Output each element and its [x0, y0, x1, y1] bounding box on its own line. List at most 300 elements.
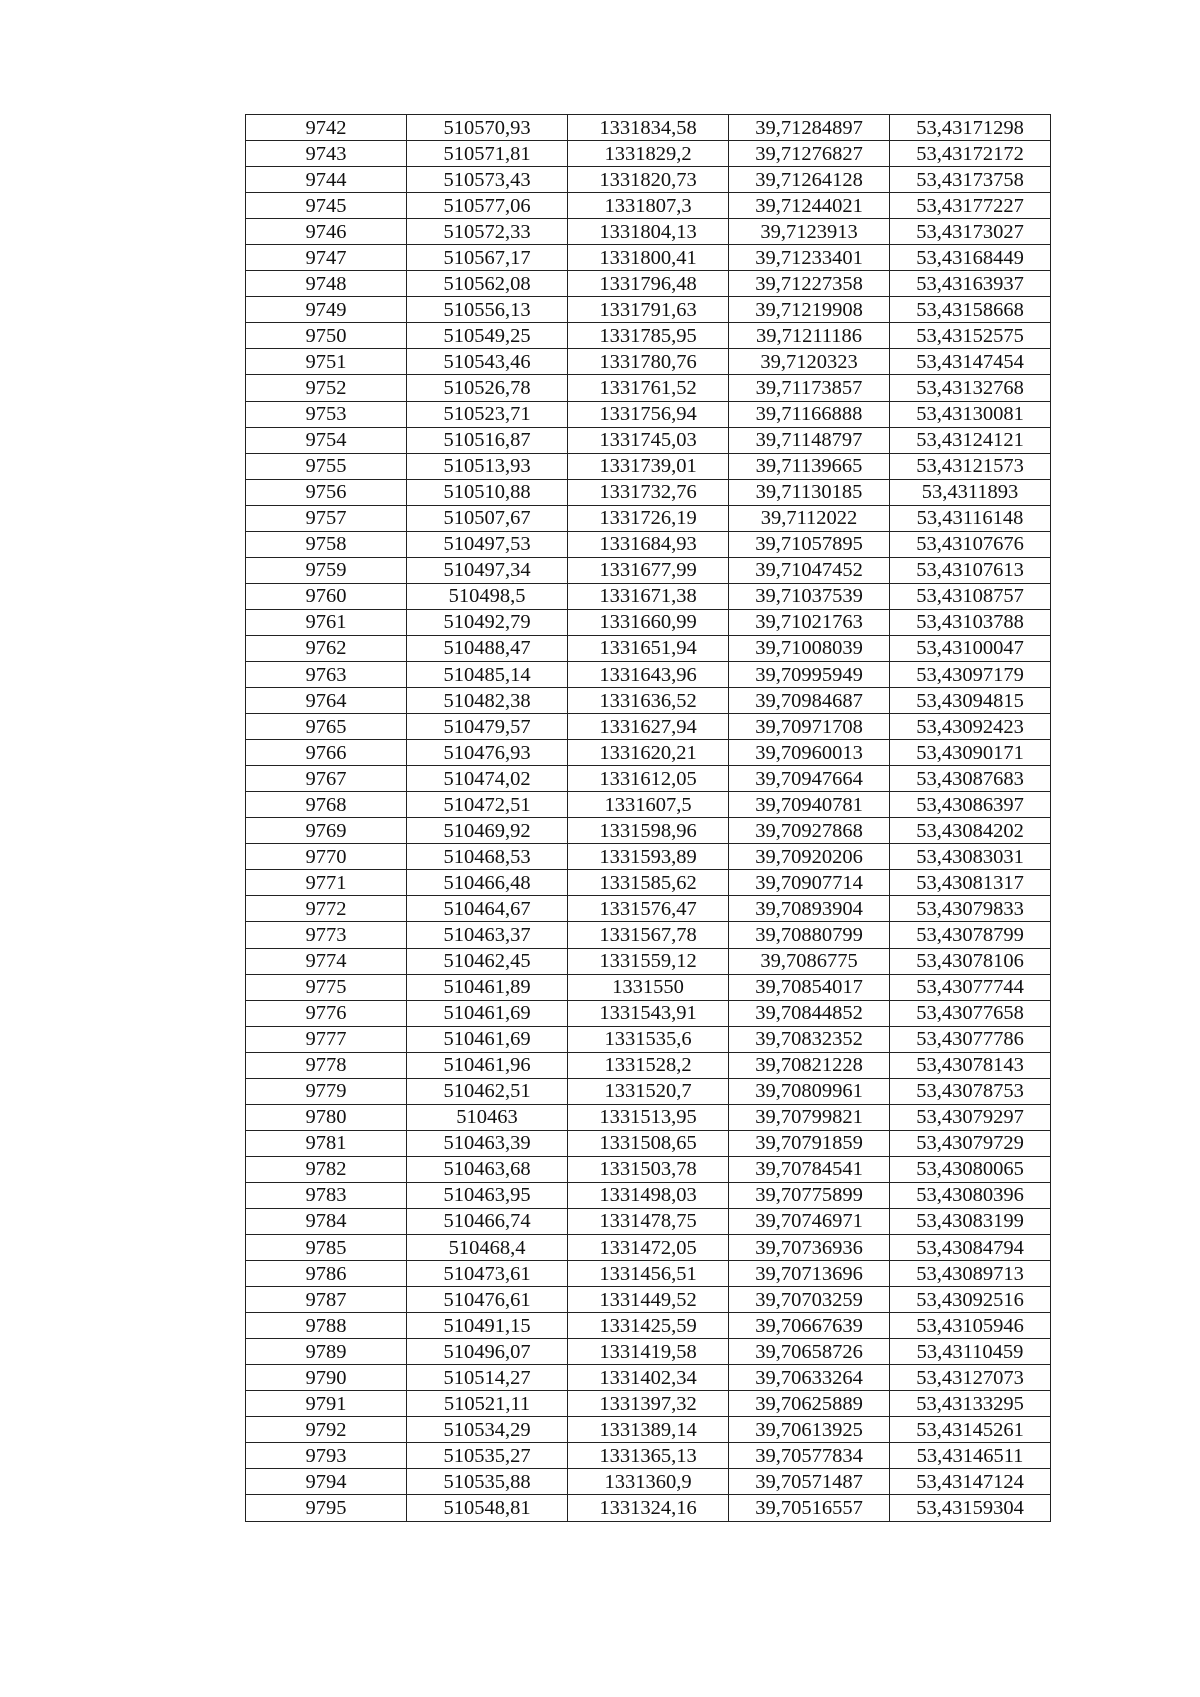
longitude-cell: 39,70658726: [729, 1339, 890, 1365]
point-number-cell: 9787: [246, 1287, 407, 1313]
latitude-cell: 53,43087683: [890, 766, 1051, 792]
longitude-cell: 39,7120323: [729, 349, 890, 375]
point-number-cell: 9747: [246, 245, 407, 271]
longitude-cell: 39,71021763: [729, 609, 890, 635]
latitude-cell: 53,43108757: [890, 583, 1051, 609]
point-number-cell: 9794: [246, 1469, 407, 1495]
x-coordinate-cell: 510469,92: [407, 818, 568, 844]
x-coordinate-cell: 510485,14: [407, 661, 568, 687]
table-row: [246, 1313, 1051, 1339]
point-number-cell: 9783: [246, 1182, 407, 1208]
table-row: [246, 557, 1051, 583]
table-row: [246, 635, 1051, 661]
y-coordinate-cell: 1331800,41: [568, 245, 729, 271]
longitude-cell: 39,7112022: [729, 505, 890, 531]
x-coordinate-cell: 510497,34: [407, 557, 568, 583]
x-coordinate-cell: 510468,4: [407, 1235, 568, 1261]
y-coordinate-cell: 1331677,99: [568, 557, 729, 583]
point-number-cell: 9746: [246, 219, 407, 245]
table-row: [246, 896, 1051, 922]
latitude-cell: 53,43078753: [890, 1078, 1051, 1104]
x-coordinate-cell: 510461,69: [407, 1000, 568, 1026]
latitude-cell: 53,43077658: [890, 1000, 1051, 1026]
latitude-cell: 53,43159304: [890, 1495, 1051, 1521]
latitude-cell: 53,43092423: [890, 714, 1051, 740]
table-row: [246, 1026, 1051, 1052]
table-row: [246, 1339, 1051, 1365]
y-coordinate-cell: 1331472,05: [568, 1235, 729, 1261]
point-number-cell: 9770: [246, 844, 407, 870]
table-row: [246, 323, 1051, 349]
latitude-cell: 53,43078106: [890, 948, 1051, 974]
latitude-cell: 53,43077744: [890, 974, 1051, 1000]
point-number-cell: 9790: [246, 1365, 407, 1391]
y-coordinate-cell: 1331593,89: [568, 844, 729, 870]
latitude-cell: 53,43084794: [890, 1235, 1051, 1261]
table-row: [246, 870, 1051, 896]
y-coordinate-cell: 1331643,96: [568, 661, 729, 687]
longitude-cell: 39,7123913: [729, 219, 890, 245]
longitude-cell: 39,70971708: [729, 714, 890, 740]
x-coordinate-cell: 510476,93: [407, 740, 568, 766]
x-coordinate-cell: 510497,53: [407, 531, 568, 557]
table-row: [246, 609, 1051, 635]
latitude-cell: 53,43130081: [890, 401, 1051, 427]
latitude-cell: 53,43079833: [890, 896, 1051, 922]
table-row: [246, 1443, 1051, 1469]
longitude-cell: 39,71233401: [729, 245, 890, 271]
x-coordinate-cell: 510570,93: [407, 115, 568, 141]
longitude-cell: 39,70633264: [729, 1365, 890, 1391]
latitude-cell: 53,43081317: [890, 870, 1051, 896]
latitude-cell: 53,43103788: [890, 609, 1051, 635]
point-number-cell: 9778: [246, 1052, 407, 1078]
point-number-cell: 9744: [246, 167, 407, 193]
x-coordinate-cell: 510523,71: [407, 401, 568, 427]
x-coordinate-cell: 510513,93: [407, 453, 568, 479]
x-coordinate-cell: 510543,46: [407, 349, 568, 375]
x-coordinate-cell: 510472,51: [407, 792, 568, 818]
table-row: [246, 1495, 1051, 1521]
table-row: [246, 1156, 1051, 1182]
longitude-cell: 39,70844852: [729, 1000, 890, 1026]
latitude-cell: 53,43127073: [890, 1365, 1051, 1391]
longitude-cell: 39,70613925: [729, 1417, 890, 1443]
longitude-cell: 39,71227358: [729, 271, 890, 297]
table-row: [246, 974, 1051, 1000]
y-coordinate-cell: 1331745,03: [568, 427, 729, 453]
latitude-cell: 53,43172172: [890, 141, 1051, 167]
x-coordinate-cell: 510496,07: [407, 1339, 568, 1365]
table-row: [246, 349, 1051, 375]
point-number-cell: 9764: [246, 688, 407, 714]
point-number-cell: 9757: [246, 505, 407, 531]
point-number-cell: 9780: [246, 1104, 407, 1130]
table-row: [246, 1130, 1051, 1156]
latitude-cell: 53,43080396: [890, 1182, 1051, 1208]
point-number-cell: 9768: [246, 792, 407, 818]
latitude-cell: 53,43173027: [890, 219, 1051, 245]
longitude-cell: 39,71148797: [729, 427, 890, 453]
y-coordinate-cell: 1331820,73: [568, 167, 729, 193]
longitude-cell: 39,71211186: [729, 323, 890, 349]
x-coordinate-cell: 510464,67: [407, 896, 568, 922]
latitude-cell: 53,43100047: [890, 635, 1051, 661]
y-coordinate-cell: 1331612,05: [568, 766, 729, 792]
longitude-cell: 39,71276827: [729, 141, 890, 167]
latitude-cell: 53,43158668: [890, 297, 1051, 323]
latitude-cell: 53,43147454: [890, 349, 1051, 375]
latitude-cell: 53,43110459: [890, 1339, 1051, 1365]
longitude-cell: 39,70784541: [729, 1156, 890, 1182]
longitude-cell: 39,70703259: [729, 1287, 890, 1313]
latitude-cell: 53,43133295: [890, 1391, 1051, 1417]
point-number-cell: 9776: [246, 1000, 407, 1026]
latitude-cell: 53,43171298: [890, 115, 1051, 141]
x-coordinate-cell: 510510,88: [407, 479, 568, 505]
latitude-cell: 53,43078799: [890, 922, 1051, 948]
point-number-cell: 9763: [246, 661, 407, 687]
latitude-cell: 53,43145261: [890, 1417, 1051, 1443]
y-coordinate-cell: 1331503,78: [568, 1156, 729, 1182]
latitude-cell: 53,43094815: [890, 688, 1051, 714]
point-number-cell: 9743: [246, 141, 407, 167]
latitude-cell: 53,4311893: [890, 479, 1051, 505]
point-number-cell: 9750: [246, 323, 407, 349]
longitude-cell: 39,70893904: [729, 896, 890, 922]
y-coordinate-cell: 1331478,75: [568, 1208, 729, 1234]
x-coordinate-cell: 510507,67: [407, 505, 568, 531]
longitude-cell: 39,71284897: [729, 115, 890, 141]
longitude-cell: 39,71173857: [729, 375, 890, 401]
latitude-cell: 53,43124121: [890, 427, 1051, 453]
table-row: [246, 401, 1051, 427]
longitude-cell: 39,70516557: [729, 1495, 890, 1521]
table-row: [246, 297, 1051, 323]
latitude-cell: 53,43078143: [890, 1052, 1051, 1078]
longitude-cell: 39,70799821: [729, 1104, 890, 1130]
longitude-cell: 39,71057895: [729, 531, 890, 557]
table-row: [246, 740, 1051, 766]
x-coordinate-cell: 510491,15: [407, 1313, 568, 1339]
longitude-cell: 39,70920206: [729, 844, 890, 870]
latitude-cell: 53,43147124: [890, 1469, 1051, 1495]
point-number-cell: 9753: [246, 401, 407, 427]
x-coordinate-cell: 510562,08: [407, 271, 568, 297]
longitude-cell: 39,7086775: [729, 948, 890, 974]
x-coordinate-cell: 510463,39: [407, 1130, 568, 1156]
table-row: [246, 115, 1051, 141]
longitude-cell: 39,70854017: [729, 974, 890, 1000]
y-coordinate-cell: 1331671,38: [568, 583, 729, 609]
x-coordinate-cell: 510514,27: [407, 1365, 568, 1391]
x-coordinate-cell: 510468,53: [407, 844, 568, 870]
latitude-cell: 53,43079729: [890, 1130, 1051, 1156]
x-coordinate-cell: 510462,45: [407, 948, 568, 974]
longitude-cell: 39,70746971: [729, 1208, 890, 1234]
x-coordinate-cell: 510573,43: [407, 167, 568, 193]
point-number-cell: 9754: [246, 427, 407, 453]
x-coordinate-cell: 510548,81: [407, 1495, 568, 1521]
latitude-cell: 53,43083199: [890, 1208, 1051, 1234]
y-coordinate-cell: 1331726,19: [568, 505, 729, 531]
table-row: [246, 1365, 1051, 1391]
x-coordinate-cell: 510492,79: [407, 609, 568, 635]
longitude-cell: 39,70832352: [729, 1026, 890, 1052]
y-coordinate-cell: 1331419,58: [568, 1339, 729, 1365]
y-coordinate-cell: 1331513,95: [568, 1104, 729, 1130]
y-coordinate-cell: 1331498,03: [568, 1182, 729, 1208]
point-number-cell: 9784: [246, 1208, 407, 1234]
point-number-cell: 9789: [246, 1339, 407, 1365]
latitude-cell: 53,43132768: [890, 375, 1051, 401]
x-coordinate-cell: 510463,68: [407, 1156, 568, 1182]
point-number-cell: 9769: [246, 818, 407, 844]
y-coordinate-cell: 1331607,5: [568, 792, 729, 818]
point-number-cell: 9785: [246, 1235, 407, 1261]
y-coordinate-cell: 1331684,93: [568, 531, 729, 557]
y-coordinate-cell: 1331360,9: [568, 1469, 729, 1495]
longitude-cell: 39,71244021: [729, 193, 890, 219]
latitude-cell: 53,43163937: [890, 271, 1051, 297]
y-coordinate-cell: 1331807,3: [568, 193, 729, 219]
point-number-cell: 9760: [246, 583, 407, 609]
y-coordinate-cell: 1331791,63: [568, 297, 729, 323]
latitude-cell: 53,43079297: [890, 1104, 1051, 1130]
latitude-cell: 53,43168449: [890, 245, 1051, 271]
table-row: [246, 167, 1051, 193]
point-number-cell: 9766: [246, 740, 407, 766]
point-number-cell: 9779: [246, 1078, 407, 1104]
longitude-cell: 39,71008039: [729, 635, 890, 661]
point-number-cell: 9781: [246, 1130, 407, 1156]
longitude-cell: 39,70625889: [729, 1391, 890, 1417]
latitude-cell: 53,43173758: [890, 167, 1051, 193]
y-coordinate-cell: 1331535,6: [568, 1026, 729, 1052]
table-row: [246, 427, 1051, 453]
table-row: [246, 661, 1051, 687]
y-coordinate-cell: 1331620,21: [568, 740, 729, 766]
x-coordinate-cell: 510549,25: [407, 323, 568, 349]
x-coordinate-cell: 510535,27: [407, 1443, 568, 1469]
longitude-cell: 39,70940781: [729, 792, 890, 818]
point-number-cell: 9755: [246, 453, 407, 479]
y-coordinate-cell: 1331598,96: [568, 818, 729, 844]
longitude-cell: 39,70960013: [729, 740, 890, 766]
point-number-cell: 9748: [246, 271, 407, 297]
point-number-cell: 9765: [246, 714, 407, 740]
x-coordinate-cell: 510482,38: [407, 688, 568, 714]
point-number-cell: 9749: [246, 297, 407, 323]
point-number-cell: 9758: [246, 531, 407, 557]
y-coordinate-cell: 1331508,65: [568, 1130, 729, 1156]
latitude-cell: 53,43083031: [890, 844, 1051, 870]
table-row: [246, 193, 1051, 219]
x-coordinate-cell: 510577,06: [407, 193, 568, 219]
longitude-cell: 39,70577834: [729, 1443, 890, 1469]
x-coordinate-cell: 510463,95: [407, 1182, 568, 1208]
y-coordinate-cell: 1331528,2: [568, 1052, 729, 1078]
y-coordinate-cell: 1331627,94: [568, 714, 729, 740]
point-number-cell: 9762: [246, 635, 407, 661]
y-coordinate-cell: 1331780,76: [568, 349, 729, 375]
latitude-cell: 53,43092516: [890, 1287, 1051, 1313]
longitude-cell: 39,70775899: [729, 1182, 890, 1208]
latitude-cell: 53,43121573: [890, 453, 1051, 479]
x-coordinate-cell: 510488,47: [407, 635, 568, 661]
table-row: [246, 766, 1051, 792]
coordinates-table: [245, 114, 1051, 1522]
table-row: [246, 1052, 1051, 1078]
point-number-cell: 9751: [246, 349, 407, 375]
longitude-cell: 39,70927868: [729, 818, 890, 844]
table-row: [246, 583, 1051, 609]
y-coordinate-cell: 1331520,7: [568, 1078, 729, 1104]
y-coordinate-cell: 1331739,01: [568, 453, 729, 479]
longitude-cell: 39,71047452: [729, 557, 890, 583]
latitude-cell: 53,43084202: [890, 818, 1051, 844]
x-coordinate-cell: 510571,81: [407, 141, 568, 167]
table-row: [246, 1391, 1051, 1417]
point-number-cell: 9795: [246, 1495, 407, 1521]
x-coordinate-cell: 510461,96: [407, 1052, 568, 1078]
point-number-cell: 9745: [246, 193, 407, 219]
point-number-cell: 9771: [246, 870, 407, 896]
table-row: [246, 505, 1051, 531]
y-coordinate-cell: 1331756,94: [568, 401, 729, 427]
point-number-cell: 9742: [246, 115, 407, 141]
table-row: [246, 792, 1051, 818]
table-row: [246, 844, 1051, 870]
table-row: [246, 245, 1051, 271]
x-coordinate-cell: 510534,29: [407, 1417, 568, 1443]
latitude-cell: 53,43107676: [890, 531, 1051, 557]
point-number-cell: 9786: [246, 1261, 407, 1287]
y-coordinate-cell: 1331576,47: [568, 896, 729, 922]
x-coordinate-cell: 510572,33: [407, 219, 568, 245]
x-coordinate-cell: 510474,02: [407, 766, 568, 792]
table-row: [246, 688, 1051, 714]
longitude-cell: 39,70571487: [729, 1469, 890, 1495]
y-coordinate-cell: 1331389,14: [568, 1417, 729, 1443]
latitude-cell: 53,43177227: [890, 193, 1051, 219]
y-coordinate-cell: 1331785,95: [568, 323, 729, 349]
x-coordinate-cell: 510556,13: [407, 297, 568, 323]
longitude-cell: 39,70667639: [729, 1313, 890, 1339]
longitude-cell: 39,71130185: [729, 479, 890, 505]
table-row: [246, 531, 1051, 557]
y-coordinate-cell: 1331456,51: [568, 1261, 729, 1287]
table-row: [246, 818, 1051, 844]
x-coordinate-cell: 510498,5: [407, 583, 568, 609]
latitude-cell: 53,43146511: [890, 1443, 1051, 1469]
y-coordinate-cell: 1331449,52: [568, 1287, 729, 1313]
latitude-cell: 53,43105946: [890, 1313, 1051, 1339]
table-row: [246, 1078, 1051, 1104]
point-number-cell: 9759: [246, 557, 407, 583]
table-row: [246, 1469, 1051, 1495]
y-coordinate-cell: 1331796,48: [568, 271, 729, 297]
table-row: [246, 922, 1051, 948]
longitude-cell: 39,71264128: [729, 167, 890, 193]
latitude-cell: 53,43107613: [890, 557, 1051, 583]
longitude-cell: 39,70947664: [729, 766, 890, 792]
point-number-cell: 9772: [246, 896, 407, 922]
latitude-cell: 53,43080065: [890, 1156, 1051, 1182]
latitude-cell: 53,43089713: [890, 1261, 1051, 1287]
table-row: [246, 219, 1051, 245]
point-number-cell: 9788: [246, 1313, 407, 1339]
point-number-cell: 9793: [246, 1443, 407, 1469]
table-row: [246, 1261, 1051, 1287]
longitude-cell: 39,71037539: [729, 583, 890, 609]
y-coordinate-cell: 1331636,52: [568, 688, 729, 714]
y-coordinate-cell: 1331402,34: [568, 1365, 729, 1391]
x-coordinate-cell: 510526,78: [407, 375, 568, 401]
longitude-cell: 39,70984687: [729, 688, 890, 714]
x-coordinate-cell: 510476,61: [407, 1287, 568, 1313]
longitude-cell: 39,70809961: [729, 1078, 890, 1104]
y-coordinate-cell: 1331834,58: [568, 115, 729, 141]
point-number-cell: 9767: [246, 766, 407, 792]
longitude-cell: 39,70995949: [729, 661, 890, 687]
table-row: [246, 1208, 1051, 1234]
y-coordinate-cell: 1331425,59: [568, 1313, 729, 1339]
y-coordinate-cell: 1331324,16: [568, 1495, 729, 1521]
table-row: [246, 141, 1051, 167]
x-coordinate-cell: 510466,48: [407, 870, 568, 896]
point-number-cell: 9756: [246, 479, 407, 505]
point-number-cell: 9773: [246, 922, 407, 948]
table-row: [246, 948, 1051, 974]
longitude-cell: 39,70736936: [729, 1235, 890, 1261]
longitude-cell: 39,71219908: [729, 297, 890, 323]
latitude-cell: 53,43077786: [890, 1026, 1051, 1052]
point-number-cell: 9792: [246, 1417, 407, 1443]
longitude-cell: 39,70880799: [729, 922, 890, 948]
point-number-cell: 9782: [246, 1156, 407, 1182]
x-coordinate-cell: 510461,69: [407, 1026, 568, 1052]
y-coordinate-cell: 1331651,94: [568, 635, 729, 661]
x-coordinate-cell: 510461,89: [407, 974, 568, 1000]
x-coordinate-cell: 510521,11: [407, 1391, 568, 1417]
table-row: [246, 714, 1051, 740]
y-coordinate-cell: 1331397,32: [568, 1391, 729, 1417]
table-row: [246, 479, 1051, 505]
latitude-cell: 53,43116148: [890, 505, 1051, 531]
x-coordinate-cell: 510479,57: [407, 714, 568, 740]
y-coordinate-cell: 1331550: [568, 974, 729, 1000]
latitude-cell: 53,43090171: [890, 740, 1051, 766]
longitude-cell: 39,71166888: [729, 401, 890, 427]
x-coordinate-cell: 510535,88: [407, 1469, 568, 1495]
x-coordinate-cell: 510516,87: [407, 427, 568, 453]
table-row: [246, 1417, 1051, 1443]
table-row: [246, 271, 1051, 297]
point-number-cell: 9752: [246, 375, 407, 401]
table-row: [246, 1000, 1051, 1026]
point-number-cell: 9761: [246, 609, 407, 635]
x-coordinate-cell: 510466,74: [407, 1208, 568, 1234]
table-row: [246, 1104, 1051, 1130]
longitude-cell: 39,71139665: [729, 453, 890, 479]
table-row: [246, 1287, 1051, 1313]
y-coordinate-cell: 1331365,13: [568, 1443, 729, 1469]
point-number-cell: 9775: [246, 974, 407, 1000]
y-coordinate-cell: 1331585,62: [568, 870, 729, 896]
longitude-cell: 39,70821228: [729, 1052, 890, 1078]
y-coordinate-cell: 1331660,99: [568, 609, 729, 635]
